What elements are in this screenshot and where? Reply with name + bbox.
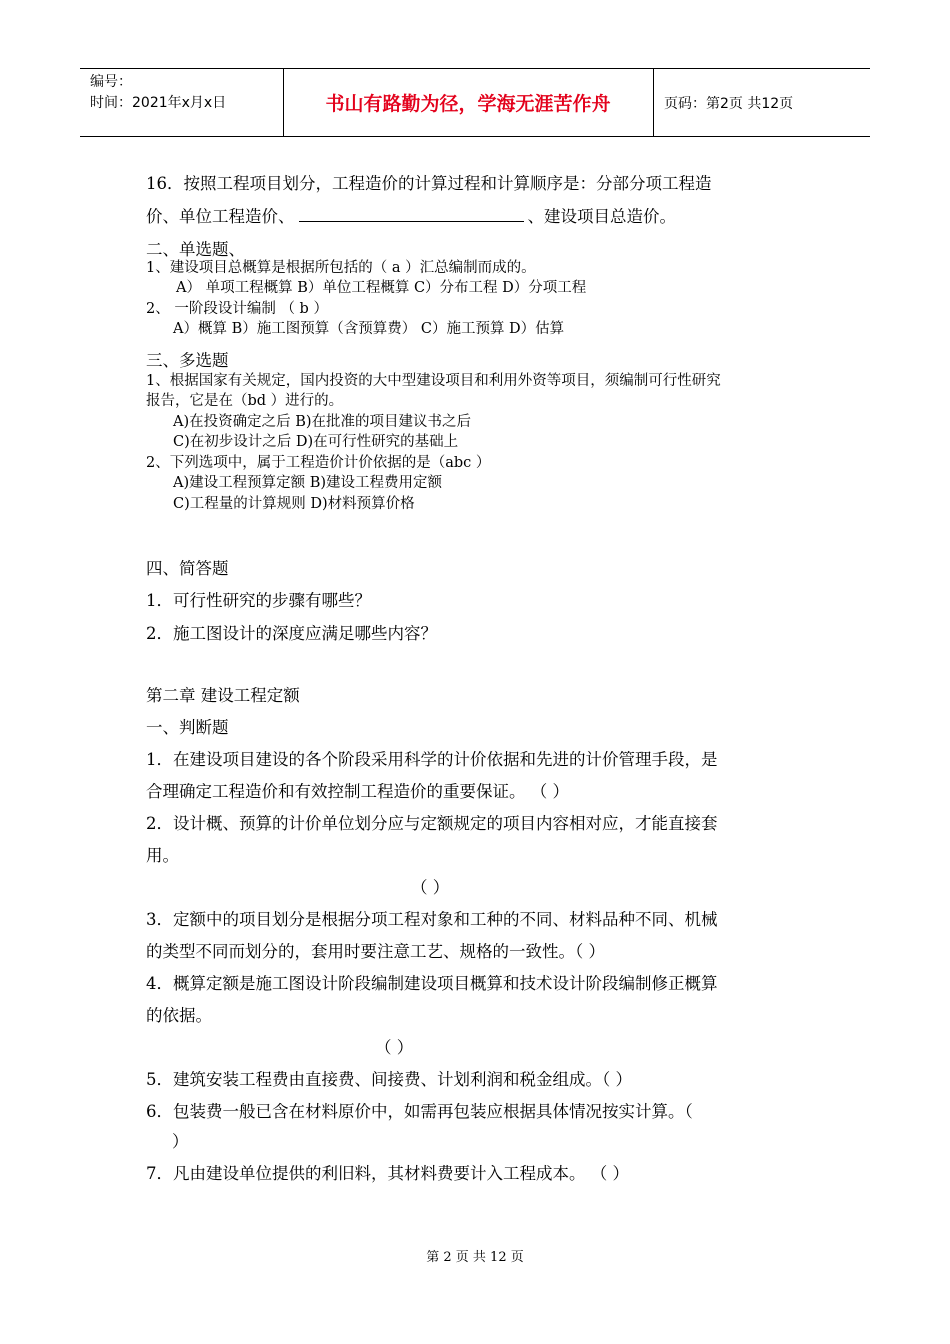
section-heading: 一、判断题 <box>146 718 229 737</box>
question-text: 1、建设项目总概算是根据所包括的（ a ）汇总编制而成的。 <box>146 260 536 276</box>
answer-brackets: （ ） <box>411 878 450 897</box>
option-line: A)在投资确定之后 B)在批准的项目建议书之后 <box>173 414 472 430</box>
q16-line-2-end: 、建设项目总造价。 <box>527 207 676 226</box>
answer-brackets: （ ） <box>375 1038 414 1057</box>
option-line: C)在初步设计之后 D)在可行性研究的基础上 <box>173 434 459 450</box>
question-text: 1．可行性研究的步骤有哪些？ <box>146 591 371 610</box>
question-text: 7．凡由建设单位提供的利旧料，其材料费要计入工程成本。 （ ） <box>146 1164 629 1183</box>
question-text: 用。 <box>146 846 179 865</box>
time-label: 时间：2021年x月x日 <box>90 95 227 111</box>
question-text: 的类型不同而划分的，套用时要注意工艺、规格的一致性。（ ） <box>146 942 605 961</box>
q16-line-1: 16．按照工程项目划分，工程造价的计算过程和计算顺序是：分部分项工程造 <box>146 174 712 193</box>
answer-blank <box>299 205 524 222</box>
question-text: 1、根据国家有关规定，国内投资的大中型建设项目和利用外资等项目，须编制可行性研究 <box>146 373 721 389</box>
question-text: 合理确定工程造价和有效控制工程造价的重要保证。 （ ） <box>146 782 569 801</box>
question-text: 2．施工图设计的深度应满足哪些内容？ <box>146 624 437 643</box>
page-footer: 第 2 页 共 12 页 <box>426 1250 524 1265</box>
answer-brackets: ） <box>172 1132 189 1151</box>
question-text: 2、下列选项中，属于工程造价计价依据的是（abc ） <box>146 455 491 471</box>
option-line: C)工程量的计算规则 D)材料预算价格 <box>173 496 415 512</box>
question-text: 的依据。 <box>146 1006 212 1025</box>
section-heading: 三、多选题 <box>146 351 229 370</box>
page-header <box>80 68 870 137</box>
option-line: A)建设工程预算定额 B)建设工程费用定额 <box>173 475 443 491</box>
question-text: 6．包装费一般已含在材料原价中，如需再包装应根据具体情况按实计算。（ <box>146 1102 693 1121</box>
option-line: A）概算 B）施工图预算（含预算费） C）施工预算 D）估算 <box>173 321 565 337</box>
question-text: 5．建筑安装工程费由直接费、间接费、计划利润和税金组成。（ ） <box>146 1070 632 1089</box>
option-line: A） 单项工程概算 B）单位工程概算 C）分布工程 D）分项工程 <box>176 280 587 296</box>
q16-line-2 <box>146 203 676 227</box>
q16-line-2-start: 价、单位工程造价、 <box>146 207 295 226</box>
header-meta <box>90 72 226 114</box>
chapter-title: 第二章 建设工程定额 <box>146 686 300 705</box>
question-text: 2、 一阶段设计编制 （ b ） <box>146 301 328 317</box>
header-divider <box>653 69 654 136</box>
question-text: 1．在建设项目建设的各个阶段采用科学的计价依据和先进的计价管理手段，是 <box>146 750 718 769</box>
question-text: 2．设计概、预算的计价单位划分应与定额规定的项目内容相对应，才能直接套 <box>146 814 718 833</box>
section-heading: 四、简答题 <box>146 559 229 578</box>
question-text: 3．定额中的项目划分是根据分项工程对象和工种的不同、材料品种不同、机械 <box>146 910 718 929</box>
code-label: 编号： <box>90 74 132 90</box>
header-motto: 书山有路勤为径，学海无涯苦作舟 <box>325 93 611 115</box>
question-text: 报告，它是在（bd ）进行的。 <box>146 393 344 409</box>
header-page-label: 页码：第2页 共12页 <box>664 95 794 112</box>
section-heading: 二、单选题、 <box>146 240 245 259</box>
question-text: 4．概算定额是施工图设计阶段编制建设项目概算和技术设计阶段编制修正概算 <box>146 974 718 993</box>
